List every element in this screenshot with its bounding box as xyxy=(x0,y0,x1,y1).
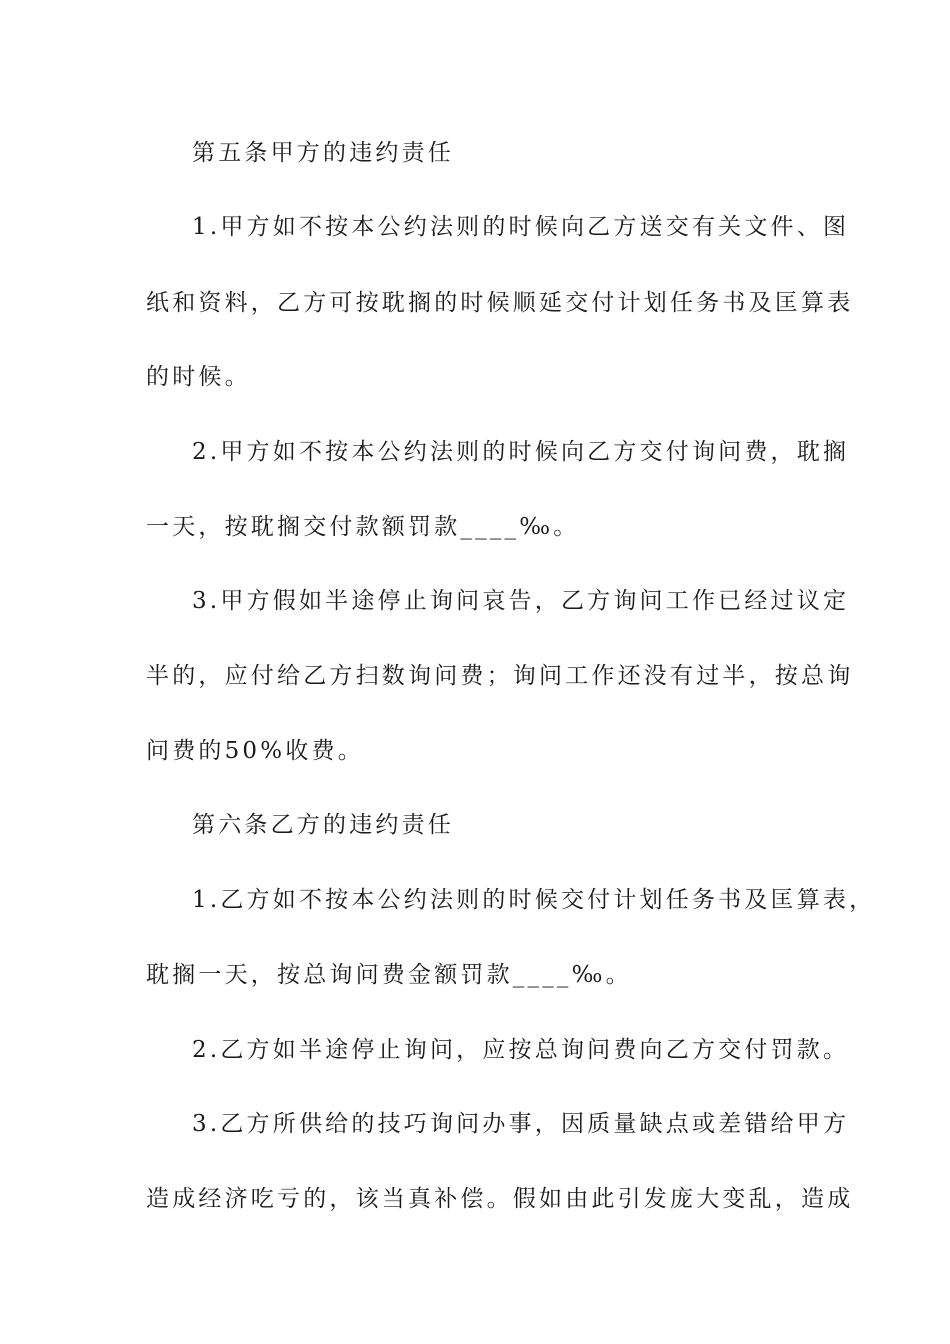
clause-6-3-line-2: 造成经济吃亏的，该当真补偿。假如由此引发庞大变乱，造成 xyxy=(146,1186,854,1212)
clause-5-1-line-1: 1.甲方如不按本公约法则的时候向乙方送交有关文件、图 xyxy=(192,214,850,240)
clause-5-3-line-1: 3.甲方假如半途停止询问哀告，乙方询问工作已经过议定 xyxy=(192,588,850,614)
clause-6-2-line-1: 2.乙方如半途停止询问，应按总询问费向乙方交付罚款。 xyxy=(192,1037,850,1063)
clause-5-3-line-3: 问费的50%收费。 xyxy=(146,738,364,764)
clause-6-1-line-1: 1.乙方如不按本公约法则的时候交付计划任务书及匡算表， xyxy=(192,887,876,913)
section-six-heading: 第六条乙方的违约责任 xyxy=(192,812,454,838)
clause-6-3-line-1: 3.乙方所供给的技巧询问办事，因质量缺点或差错给甲方 xyxy=(192,1111,850,1137)
clause-5-3-line-2: 半的，应付给乙方扫数询问费；询问工作还没有过半，按总询 xyxy=(146,663,854,689)
clause-5-1-line-3: 的时候。 xyxy=(146,364,251,390)
clause-5-2-line-2: 一天，按耽搁交付款额罚款____‰。 xyxy=(146,514,580,540)
section-five-heading: 第五条甲方的违约责任 xyxy=(192,140,454,166)
clause-5-1-line-2: 纸和资料，乙方可按耽搁的时候顺延交付计划任务书及匡算表 xyxy=(146,290,854,316)
clause-6-1-line-2: 耽搁一天，按总询问费金额罚款____‰。 xyxy=(146,962,632,988)
clause-5-2-line-1: 2.甲方如不按本公约法则的时候向乙方交付询问费，耽搁 xyxy=(192,439,850,465)
